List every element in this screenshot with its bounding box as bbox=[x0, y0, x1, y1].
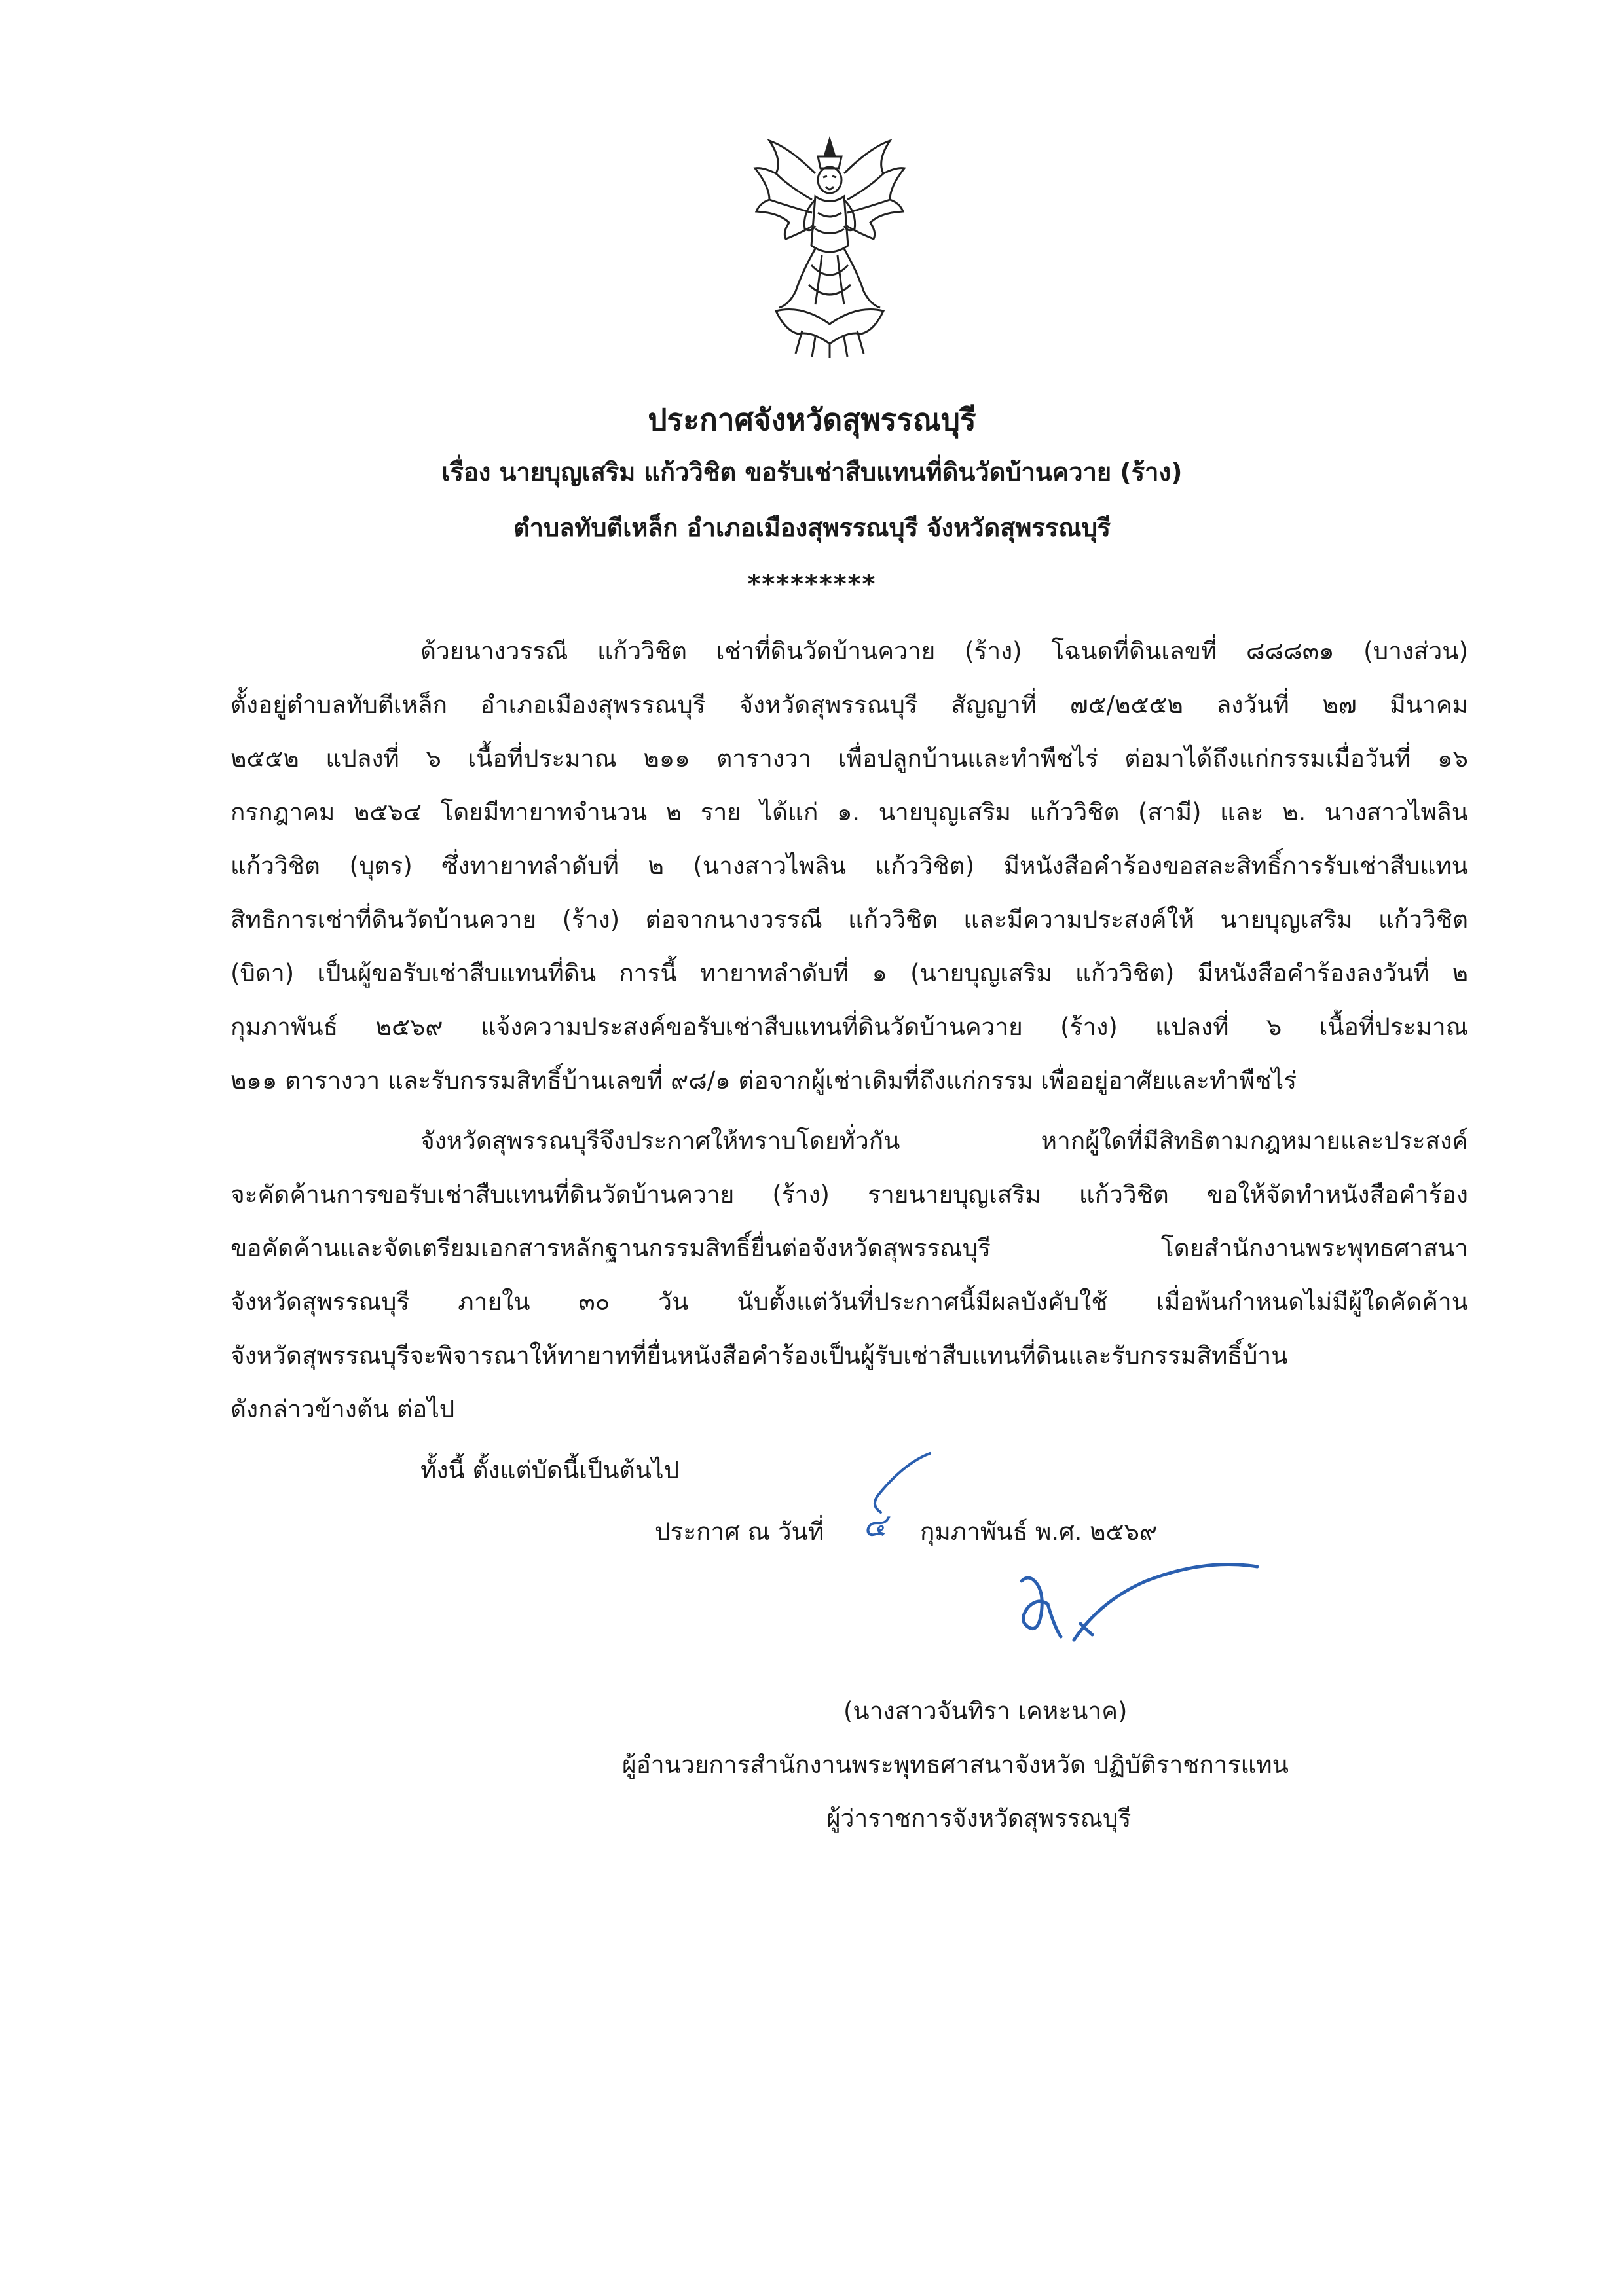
paragraph-1-line: สิทธิการเช่าที่ดินวัดบ้านควาย (ร้าง) ต่อจากนางวรรณี แก้ววิชิต และมีความประสงค์ให้ นายบุญเสริม แก้ววิชิต bbox=[231, 905, 1468, 934]
paragraph-2-line: จังหวัดสุพรรณบุรีจะพิจารณาให้ทายาทที่ยื่นหนังสือคำร้องเป็นผู้รับเช่าสืบแทนที่ดินและรับกรรมสิทธิ์บ้าน bbox=[231, 1341, 1288, 1370]
signatory-position: ผู้อำนวยการสำนักงานพระพุทธศาสนาจังหวัด ปฏิบัติราชการแทน bbox=[622, 1751, 1289, 1779]
paragraph-2-line: ดังกล่าวข้างต้น ต่อไป bbox=[231, 1395, 455, 1423]
announcement-title: ประกาศจังหวัดสุพรรณบุรี bbox=[648, 402, 976, 437]
paragraph-2-line: จังหวัดสุพรรณบุรี ภายใน ๓๐ วัน นับตั้งแต่วันที่ประกาศนี้มีผลบังคับใช้ เมื่อพ้นกำหนดไม่มีผู้ใดคัดค้าน bbox=[231, 1288, 1468, 1316]
closing-statement: ทั้งนี้ ตั้งแต่บัดนี้เป็นต้นไป bbox=[420, 1456, 680, 1484]
paragraph-1-line: แก้ววิชิต (บุตร) ซึ่งทายาทลำดับที่ ๒ (นางสาวไพลิน แก้ววิชิต) มีหนังสือคำร้องขอสละสิทธิ์การรับเช่าสืบแทน bbox=[231, 852, 1468, 880]
paragraph-1-line: ๒๑๑ ตารางวา และรับกรรมสิทธิ์บ้านเลขที่ ๙๘/๑ ต่อจากผู้เช่าเดิมที่ถึงแก่กรรม เพื่ออยู่อาศัยและทำพืชไร่ bbox=[231, 1066, 1297, 1095]
subject-line-1: เรื่อง นายบุญเสริม แก้ววิชิต ขอรับเช่าสืบแทนที่ดินวัดบ้านควาย (ร้าง) bbox=[441, 458, 1183, 486]
paragraph-2-line: ขอคัดค้านและจัดเตรียมเอกสารหลักฐานกรรมสิทธิ์ยื่นต่อจังหวัดสุพรรณบุรี โดยสำนักงานพระพุทธศาสนา bbox=[231, 1234, 1468, 1262]
paragraph-1-line: ด้วยนางวรรณี แก้ววิชิต เช่าที่ดินวัดบ้านควาย (ร้าง) โฉนดที่ดินเลขที่ ๘๘๘๓๑ (บางส่วน) bbox=[420, 637, 1468, 665]
signature-icon bbox=[982, 1561, 1297, 1660]
announce-month-year: กุมภาพันธ์ พ.ศ. ๒๕๖๙ bbox=[920, 1518, 1158, 1546]
separator-stars: ********* bbox=[747, 570, 877, 598]
garuda-emblem-icon bbox=[750, 134, 910, 360]
paragraph-1-line: (บิดา) เป็นผู้ขอรับเช่าสืบแทนที่ดิน การนี้ ทายาทลำดับที่ ๑ (นายบุญเสริม แก้ววิชิต) มีหนังสือคำร้องลงวันที่ ๒ bbox=[231, 959, 1468, 987]
paragraph-1-line: ตั้งอยู่ตำบลทับตีเหล็ก อำเภอเมืองสุพรรณบุรี จังหวัดสุพรรณบุรี สัญญาที่ ๗๕/๒๕๕๒ ลงวันที่ ๒๗ มีนาคม bbox=[231, 691, 1468, 719]
paragraph-1-line: กรกฎาคม ๒๕๖๔ โดยมีทายาทจำนวน ๒ ราย ได้แก่ ๑. นายบุญเสริม แก้ววิชิต (สามี) และ ๒. นางสาวไพลิน bbox=[231, 798, 1468, 826]
handwritten-day: ๔ bbox=[863, 1507, 887, 1544]
subject-line-2: ตำบลทับตีเหล็ก อำเภอเมืองสุพรรณบุรี จังหวัดสุพรรณบุรี bbox=[513, 513, 1111, 542]
paragraph-1-line: ๒๕๕๒ แปลงที่ ๖ เนื้อที่ประมาณ ๒๑๑ ตารางวา เพื่อปลูกบ้านและทำพืชไร่ ต่อมาได้ถึงแก่กรรมเมื่อวันที่ ๑๖ bbox=[231, 744, 1468, 773]
announce-prefix: ประกาศ ณ วันที่ bbox=[655, 1518, 824, 1546]
signatory-on-behalf: ผู้ว่าราชการจังหวัดสุพรรณบุรี bbox=[826, 1804, 1132, 1832]
paragraph-1-line: กุมภาพันธ์ ๒๕๖๙ แจ้งความประสงค์ขอรับเช่าสืบแทนที่ดินวัดบ้านควาย (ร้าง) แปลงที่ ๖ เนื้อที่ประมาณ bbox=[231, 1013, 1468, 1041]
date-pen-stroke-icon bbox=[851, 1450, 943, 1522]
signatory-name: (นางสาวจันทิรา เคหะนาค) bbox=[843, 1697, 1128, 1725]
paragraph-2-line: จังหวัดสุพรรณบุรีจึงประกาศให้ทราบโดยทั่วกัน หากผู้ใดที่มีสิทธิตามกฎหมายและประสงค์ bbox=[420, 1127, 1468, 1155]
paragraph-2-line: จะคัดค้านการขอรับเช่าสืบแทนที่ดินวัดบ้านควาย (ร้าง) รายนายบุญเสริม แก้ววิชิต ขอให้จัดทำหนังสือคำร้อง bbox=[231, 1180, 1468, 1209]
